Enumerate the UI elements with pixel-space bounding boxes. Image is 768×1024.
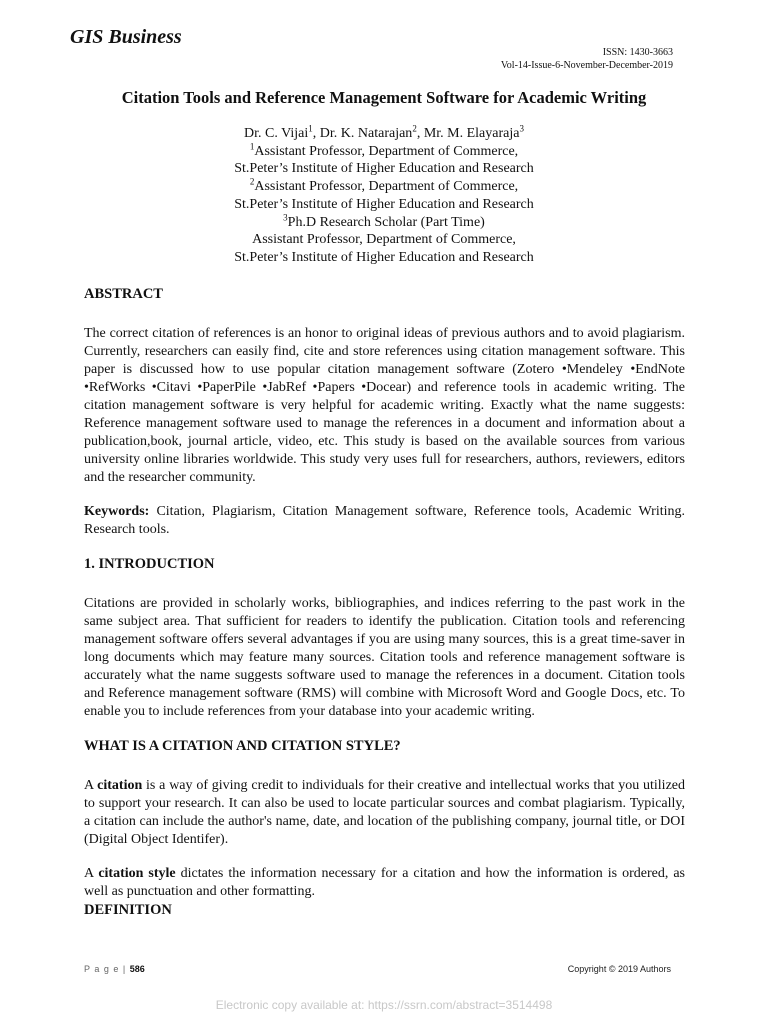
author-1: Dr. C. Vijai xyxy=(244,126,309,141)
citation-style-paragraph xyxy=(84,865,685,901)
introduction-heading: 1. INTRODUCTION xyxy=(84,556,215,572)
paper-title: Citation Tools and Reference Management Software for Academic Writing xyxy=(121,88,647,107)
p1-lead: A xyxy=(84,778,98,793)
affiliation-1-sup: 1 xyxy=(249,141,255,152)
affiliation-3-role xyxy=(0,211,768,232)
affiliation-2-role-text: Assistant Professor, Department of Commerce, xyxy=(254,179,519,195)
affiliation-2-sup: 2 xyxy=(249,176,255,187)
author-block xyxy=(0,125,768,267)
abstract-heading: ABSTRACT xyxy=(84,286,163,302)
citation-style-term: citation style xyxy=(98,866,176,881)
keywords-label: Keywords: xyxy=(84,504,150,519)
affiliation-1-role-text: Assistant Professor, Department of Commerce, xyxy=(254,143,519,159)
citation-term: citation xyxy=(97,778,143,793)
author-3-sup: 3 xyxy=(519,123,524,134)
affiliation-1-role xyxy=(0,143,768,161)
introduction-text: Citations are provided in scholarly works, bibliographies, and indices referring to the past work in the same subject area. That sufficient for readers to identify the publication. Citation tools and referencing management software offers several advantages if you are using many sources, this is a great time-saver in long documents which may feature many sources. Citation tools and reference management software is accurately what the name suggests software used to manage the references in a document. Citation tools and Reference management software (RMS) will combine with Microsoft Word and Google Docs, etc. To enable you to include references from your database into your academic writing. xyxy=(84,596,685,719)
affiliation-2-inst: St.Peter’s Institute of Higher Education and Research xyxy=(234,196,534,212)
author-line: Dr. C. Vijai$^1$, Dr. K. Natarajan$^2$, Mr. M. Elayaraja$^3$ xyxy=(244,123,524,141)
citation-section-heading: WHAT IS A CITATION AND CITATION STYLE? xyxy=(84,738,401,754)
ssrn-notice: Electronic copy available at: https://ssrn.com/abstract=3514498 xyxy=(215,998,553,1012)
volume-issue: Vol-14-Issue-6-November-December-2019 xyxy=(500,60,673,71)
abstract-text: The correct citation of references is an honor to original ideas of previous authors and to avoid plagiarism. Currently, researchers can easily find, cite and store references using citation management software. This paper is discussed how to use popular citation management software (Zotero •Mendeley •EndNote •RefWorks •Citavi •PaperPile •JabRef •Papers •Docear) and reference tools in academic writing. The citation management software is very helpful for academic writing. Exactly what the name suggests: Reference management software used to manage the references in a document and information about a publication,book, journal article, video, etc. This study is based on the available sources from various university online libraries worldwide. This study very uses full for researchers, authors, reviewers, editors and the researcher community. xyxy=(84,326,685,485)
citation-definition-paragraph xyxy=(84,777,685,849)
affiliation-3-role-2: Assistant Professor, Department of Commerce, xyxy=(252,232,516,248)
keywords-text: Citation, Plagiarism, Citation Management software, Reference tools, Academic Writing. Research tools. xyxy=(84,504,685,537)
main-body xyxy=(84,285,685,919)
issn: ISSN: 1430-3663 xyxy=(602,47,673,58)
issn-block xyxy=(501,46,673,72)
p1-rest: is a way of giving credit to individuals for their creative and intellectual works that you utilized to support your research. It can also be used to locate particular sources and combat plagiarism. Typically, a citation can include the author's name, date, and location of the publishing company, journal title, or DOI (Digital Object Identifer). xyxy=(84,778,685,847)
page-label: P a g e | xyxy=(84,964,130,974)
author-2: Dr. K. Natarajan xyxy=(319,126,413,141)
author-2-sup: 2 xyxy=(412,123,417,134)
page-number: 586 xyxy=(129,964,145,974)
affiliation-1-inst: St.Peter’s Institute of Higher Education and Research xyxy=(234,161,534,177)
author-3: Mr. M. Elayaraja xyxy=(423,126,520,141)
affiliation-3-inst: St.Peter’s Institute of Higher Education and Research xyxy=(234,249,534,265)
definition-heading: DEFINITION xyxy=(84,902,172,918)
p2-rest: dictates the information necessary for a citation and how the information is ordered, as well as punctuation and other formatting. xyxy=(84,866,685,899)
author-1-sup: 1 xyxy=(308,123,313,134)
copyright: Copyright © 2019 Authors xyxy=(567,964,671,974)
keywords xyxy=(84,503,685,539)
affiliation-3-role-text: Ph.D Research Scholar (Part Time) xyxy=(287,214,485,230)
p2-lead: A xyxy=(84,866,99,881)
page-number-block xyxy=(84,964,145,974)
affiliation-2-role xyxy=(0,178,768,196)
journal-name: GIS Business xyxy=(70,26,182,48)
affiliation-3-sup: 3 xyxy=(283,211,288,222)
